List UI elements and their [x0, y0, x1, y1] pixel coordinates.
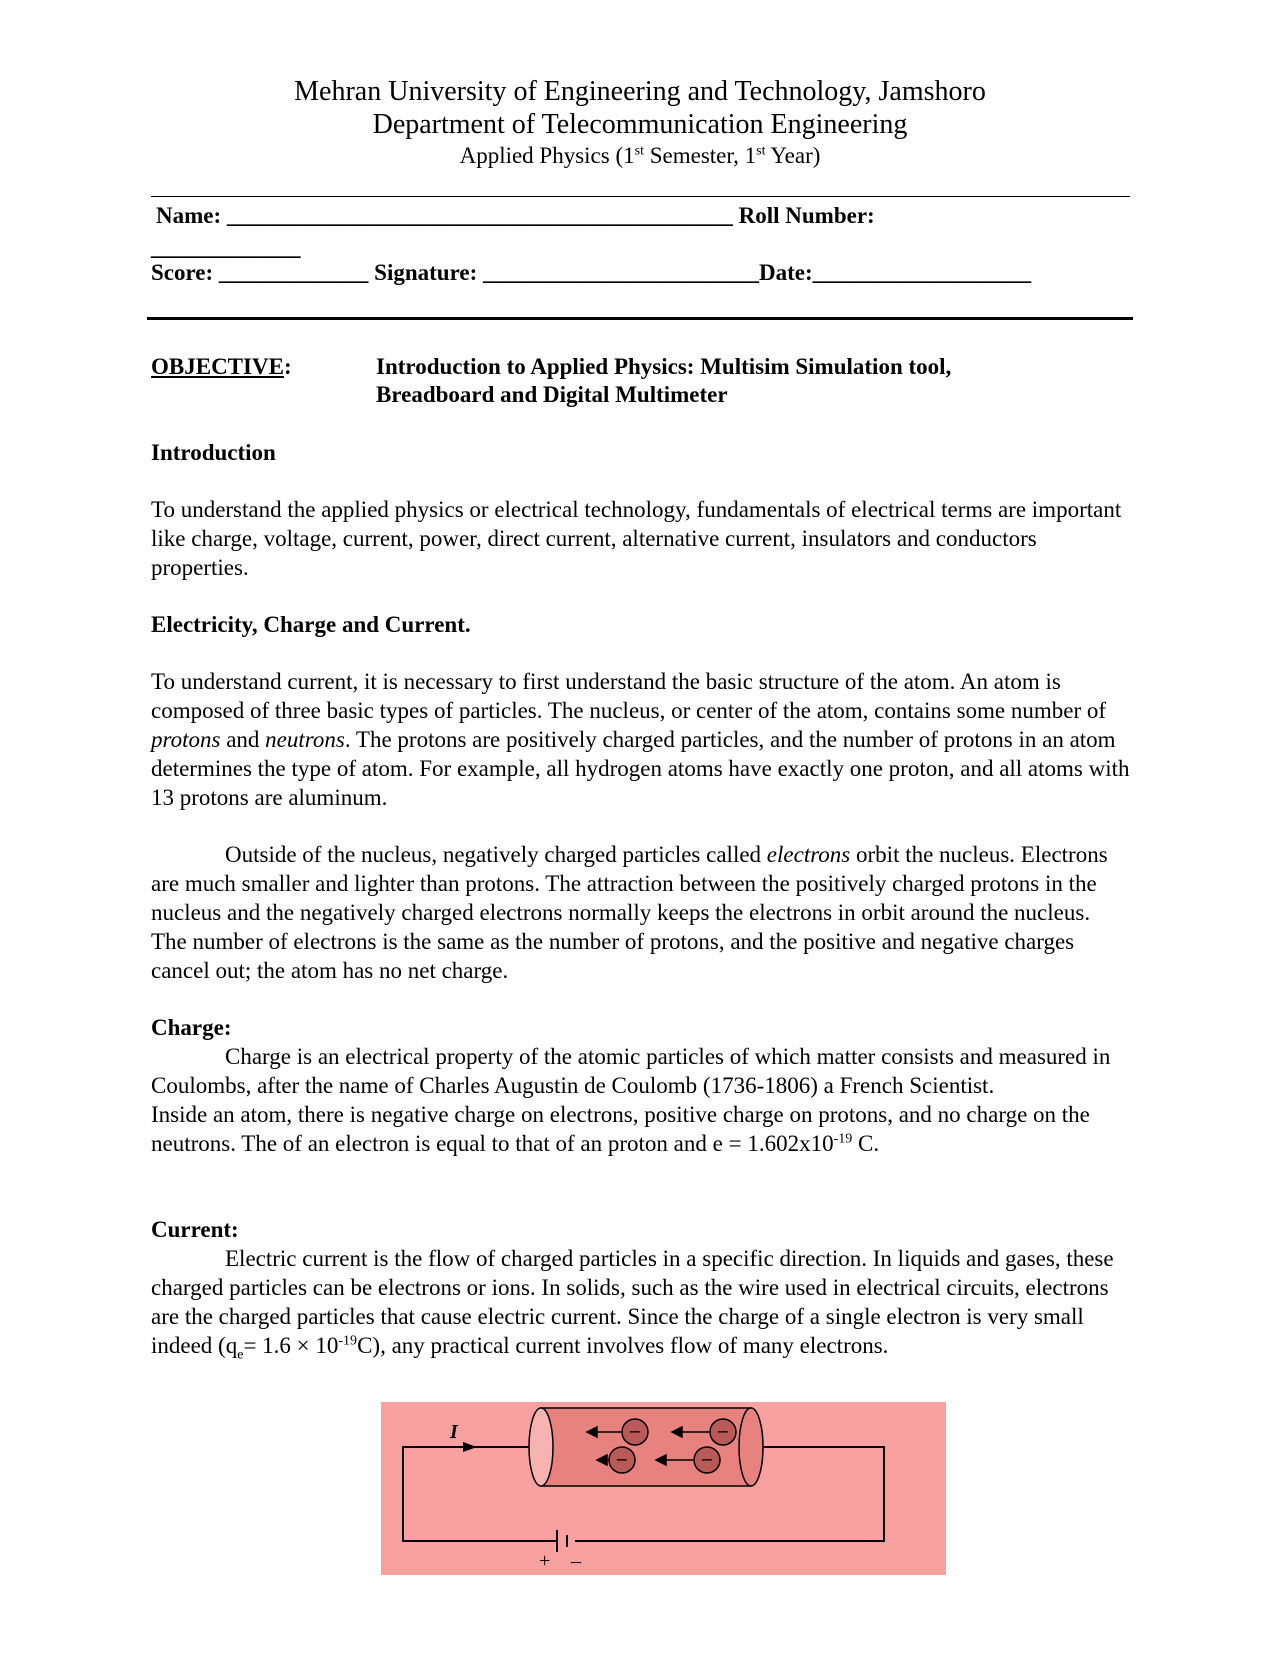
current-paragraph: Electric current is the flow of charged particles in a specific direction. In liquids and gases, these charged particles can be electrons or ions. In solids, such as the wire used in electrical circuits, electrons are the charged particles that cause electric current. Since the charge of a single electron is very small indeed $(q_e= 1.6 \times 10^{-19}C)$, any practical current involves flow of many electrons. — [151, 1246, 1114, 1363]
name-field[interactable]: ____________________________________________ — [226, 203, 733, 228]
name-row — [156, 201, 875, 230]
date-label: Date: — [759, 260, 813, 285]
electron-sign-4: − — [700, 1450, 714, 1469]
score-row — [151, 258, 1031, 287]
objective-line-1: Introduction to Applied Physics: Multisim Simulation tool, — [376, 354, 952, 379]
conductor-right-end — [739, 1408, 763, 1486]
signature-field[interactable]: ________________________ — [483, 260, 760, 285]
form-rule — [147, 317, 1133, 320]
department-text: Department of Telecommunication Engineering — [372, 109, 908, 140]
signature-label: Signature: — [374, 260, 478, 285]
score-field[interactable]: _____________ — [218, 260, 369, 285]
name-label: Name: — [156, 203, 222, 228]
conductor-left-end — [529, 1408, 553, 1486]
university-title: Mehran University of Engineering and Technology, Jamshoro — [294, 76, 986, 107]
ecc-heading: Electricity, Charge and Current. — [151, 612, 471, 637]
current-flow-diagram — [381, 1402, 946, 1575]
introduction-heading: Introduction — [151, 440, 276, 465]
date-field[interactable]: ___________________ — [812, 260, 1032, 285]
electron-sign-1: − — [628, 1422, 642, 1441]
objective-line-2: Breadboard and Digital Multimeter — [376, 382, 728, 407]
introduction-paragraph: To understand the applied physics or electrical technology, fundamentals of electrical terms are important like charge, voltage, current, power, direct current, alternative current, insulators and conductors properties. — [151, 497, 1122, 580]
ecc-paragraph-1: To understand current, it is necessary to first understand the basic structure of the atom. An atom is composed of three basic types of particles. The nucleus, or center of the atom, contains some number of protons and neutrons. The protons are positively charged particles, and the number of protons in an atom determines the type of atom. For example, all hydrogen atoms have exactly one proton, and all atoms with 13 protons are aluminum. — [151, 669, 1130, 810]
header-rule — [151, 196, 1130, 197]
score-label: Score: — [151, 260, 214, 285]
electron-sign-2: − — [716, 1422, 730, 1441]
ecc-paragraph-2: Outside of the nucleus, negatively charged particles called electrons orbit the nucleus. Electrons are much smaller and lighter than protons. The attraction between the positively charged protons in the nucleus and the negatively charged electrons normally keeps the electrons in orbit around the nucleus. The number of electrons is the same as the number of protons, and the positive and negative charges cancel out; the atom has no net charge. — [151, 842, 1108, 983]
current-label: I — [450, 1421, 458, 1443]
battery-plus-label: + — [539, 1550, 551, 1572]
current-heading: Current: — [151, 1217, 239, 1242]
current-arrow-icon — [463, 1442, 477, 1452]
charge-paragraph: Charge is an electrical property of the atomic particles of which matter consists and measured in Coulombs, after the name of Charles Augustin de Coulomb (1736-1806) a French Scientist. Inside an atom, there is negative charge on electrons, positive charge on protons, and no charge on the neutrons. The of an electron is equal to that of an proton and $e = 1.602x10^{-19}$ C. — [151, 1044, 1111, 1156]
department-title — [0, 109, 1280, 141]
course-title: Applied Physics (1st Semester, 1st Year) — [459, 143, 821, 168]
battery-minus-label: – — [571, 1550, 581, 1572]
objective-label: OBJECTIVE: — [151, 354, 292, 379]
roll-number-field[interactable]: _____________ — [151, 235, 301, 260]
roll-number-label: Roll Number: — [738, 203, 875, 228]
charge-heading: Charge: — [151, 1015, 232, 1040]
circuit-illustration — [381, 1402, 946, 1575]
electron-sign-3: − — [615, 1450, 629, 1469]
